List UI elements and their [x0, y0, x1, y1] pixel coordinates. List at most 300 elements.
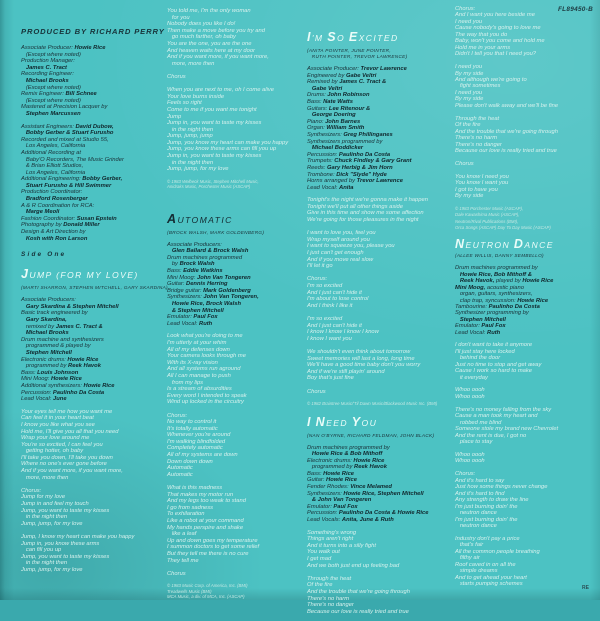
credits-line: Associate Producers: [167, 241, 222, 248]
lyrics-line: When you are next to me, oh I come alive [167, 87, 274, 94]
automatic-credits [167, 242, 307, 328]
credits-line: Bass: Eddie Watkins [167, 268, 223, 275]
credits-line: Synthesizer programming by [455, 310, 529, 317]
lyrics-line: Give in this time and show me some affection [307, 210, 424, 217]
lyrics-line: Every word I intended to speak [167, 392, 247, 399]
neutron-dance-credits [455, 265, 587, 336]
credits-line: Howie Rice & Bob Mithoff [311, 451, 383, 458]
lyrics-line: I'm utterly at your whim [167, 339, 227, 346]
credits-line: Marge Meoli [25, 209, 60, 216]
copyright-line: © 1983 Porchester Music (ASCAP), [455, 205, 524, 211]
im-so-excited-writers [307, 48, 459, 60]
title-line: I'M SO EXCITED [307, 30, 399, 44]
lyrics-line: Hold me in your arms [455, 44, 511, 51]
credits-line: Emulator: Paul Fox [455, 323, 506, 330]
credits-line: Michael Boddicker [311, 145, 364, 152]
credits-line: Additional Recording at [21, 149, 81, 156]
lyrics-line: With its X-ray vision [167, 359, 218, 366]
lyrics-line: Chorus: [455, 471, 476, 478]
lyrics-line: You're so excited, I can feel you [21, 441, 103, 448]
credits-line: Electronic drums: Howie Rice [21, 356, 99, 363]
credits-line: Stephen Mitchell [25, 349, 72, 356]
credits-line: Gabe Veltri [311, 85, 343, 92]
credits-line: Recording Engineer: [21, 71, 74, 78]
lyrics-line: Then make a move before you try and [167, 27, 265, 34]
lyrics-line: And I just can't hide it [307, 322, 362, 329]
lyrics-line: By my side [455, 193, 484, 200]
lyrics-line: I know I know I know I know [307, 329, 379, 336]
lyrics-line: And although we're going to [455, 76, 527, 83]
lyrics-line: Automatic [167, 471, 193, 478]
credits-line: Drum machines programmed [167, 254, 243, 261]
lyrics-line: Come to me if you want me tonight [167, 106, 257, 113]
song-title-jump [21, 269, 163, 281]
lyrics-line: Feels so right [167, 100, 202, 107]
lyrics-line: Jump, jump, for my love [167, 166, 229, 173]
title-line: JUMP (FOR MY LOVE) [21, 267, 139, 282]
lyrics-line: All of my systems are down [167, 452, 238, 459]
sideone-line: Side One [21, 251, 67, 259]
lyrics-line: Chorus: [21, 487, 42, 494]
writers-line: (ANITA POINTER, JUNE POINTER, [307, 48, 391, 53]
lyrics-line: Tonight's the night we're gonna make it happen [307, 197, 428, 204]
credits-line: Horns arranged by Trevor Lawrence [307, 178, 403, 185]
lyrics-line: place to stay [455, 439, 493, 446]
writers-line: (MARTI SHARRON, STEPHEN MITCHELL, GARY SKARDINA) [21, 285, 168, 291]
credits-line: Drum machine and synthesizers [21, 336, 104, 343]
i-need-you-writers [307, 433, 459, 439]
neutron-dance-writers [455, 253, 587, 259]
lyrics-line: And we both just end up feeling bad [307, 562, 400, 569]
lyrics-line: We shouldn't even think about tomorrow [307, 348, 411, 355]
lyrics-line: Cause I work so hard to make [455, 368, 533, 375]
credits-line: Emulator: Paul Fox [167, 314, 218, 321]
credits-line: & Brian Elliott Studios, [21, 163, 84, 170]
lyrics-line: Chorus: [307, 276, 328, 283]
credits-line: Production Manager: [21, 58, 75, 65]
lyrics-line: And if you want more, if you want more, [21, 468, 123, 475]
lyrics-line: But they tell me there is no cure [167, 550, 249, 557]
copyright-line: Dale Kawashima Music (ASCAP), [455, 212, 520, 218]
lyrics-line: All I can manage to push [167, 372, 231, 379]
lyrics-line: Whoo oooh [455, 458, 485, 465]
column-jump-cont-and-automatic [167, 8, 307, 606]
lyrics-line: Just how some things never change [455, 484, 548, 491]
credits-line: Electronic drums: Howie Rice [307, 457, 385, 464]
credits-line: Synthesizers programmed by [307, 138, 383, 145]
lyrics-line: Something's wrong [307, 529, 357, 536]
credits-line: Trumpets: Chuck Findley & Gary Grant [307, 158, 412, 165]
lyrics-line: I got to have you [455, 186, 498, 193]
credits-line: programmed by Reek Havok [307, 464, 387, 471]
i-need-you-lyrics-part2 [455, 6, 587, 200]
lyrics-line: Chorus [455, 160, 474, 167]
lyrics-line: Your camera looks through me [167, 353, 246, 360]
lyrics-line: Jump for my love [21, 494, 66, 501]
credits-line: Percussion: Paulinho Da Costa [21, 389, 105, 396]
lyrics-line: Jump, you want to taste my kisses [21, 507, 110, 514]
lyrics-line: What is this madness [167, 485, 223, 492]
lyrics-line: Through the heat [455, 115, 500, 122]
credits-line: Lead Vocal: June [21, 396, 67, 403]
lyrics-line: Because our love is really tried and true [455, 147, 557, 154]
credits-line: Bobby Gerber & Stuart Furusho [25, 130, 114, 137]
credits-line: Emulator: Paul Fox [307, 503, 358, 510]
lyrics-line: Automatic [167, 465, 193, 472]
jump-writers [21, 285, 168, 291]
lyrics-line: Just no time to stop and get away [455, 361, 542, 368]
lyrics-line: All the common people breathing [455, 548, 540, 555]
lyrics-line [307, 309, 459, 316]
credits-line: Baby'O Recorders, The Music Grinder [21, 156, 124, 163]
credits-line: Tambourine: Paulinho Da Costa [455, 304, 540, 311]
credits-line: Drum machines programmed by [307, 444, 390, 451]
lyrics-line: Completely automatic [167, 445, 223, 452]
song-title-im-so-excited [307, 32, 459, 44]
copyright-line: © 1983 Music Corp. of America, Inc. (BMI) [167, 583, 248, 589]
credits-line: Gary Skardina & Stephen Mitchell [25, 303, 119, 310]
lyrics-line: I'm so excited [307, 283, 343, 289]
lyrics-line: Jump [167, 113, 182, 120]
jump-copyright [167, 179, 307, 190]
side-one-label [21, 251, 163, 259]
lyrics-line: The way that you do [455, 31, 508, 38]
lyrics-line: And heaven waits here at my door [167, 47, 255, 54]
lyrics-line: Boy that's just fine [307, 375, 354, 382]
lyrics-line [307, 382, 459, 389]
credits-line: Howie Rice, Brock Walsh [171, 301, 241, 307]
lyrics-line: Up and down goes my temperature [167, 537, 258, 544]
lyrics-line: And the rent is due, I got no [455, 432, 527, 439]
lyrics-line: getting hotter, oh baby [21, 448, 84, 455]
copyright-line: © 1982 Braintree Music/'Til Dawn Music/Blackwood Music Inc. (BMI) [307, 401, 438, 407]
credits-line: Bass: Nate Watts [307, 98, 353, 105]
lyrics-line: There's no money falling from the sky [455, 406, 552, 413]
lyrics-line [307, 342, 459, 349]
lyrics-line: neutron dance [455, 522, 497, 529]
credits-line: Guitar: Dennis Herring [167, 281, 228, 288]
credits-line: Mastered at Precision Lacquer by [21, 104, 108, 111]
lyrics-line: can fill you up [21, 547, 62, 554]
title-line: NEUTRON DANCE [455, 237, 554, 252]
credits-line: Remixed by James C. Tract & [307, 79, 387, 86]
lyrics-line: I get mad [307, 556, 332, 562]
lyrics-line: Like a robot at your command [167, 518, 244, 524]
lyrics-line: And to get ahead your heart [455, 574, 527, 581]
credits-line: Recorded and mixed at Studio 55, [21, 136, 109, 143]
lyrics-line: Whenever you're around [167, 432, 231, 439]
i-need-you-copyright [455, 206, 587, 232]
credits-line: Stephen Marcussen [25, 110, 81, 117]
lyrics-line: Nobody does you like I do! [167, 21, 236, 28]
studio-credits [21, 124, 163, 243]
credits-line: Photography by Donald Miller [21, 222, 100, 229]
lyrics-line: Because our love is really tried and true [307, 608, 409, 615]
credits-line: George Doering [311, 112, 356, 119]
credits-line: Drum machines programmed by [455, 265, 538, 272]
credits-line: Kosh with Ron Larson [25, 235, 88, 242]
album-production-credits [21, 45, 163, 118]
credits-line: Gary Skardina, [25, 317, 67, 323]
lyrics-line: And it's hard to find [455, 490, 505, 497]
lyrics-line: Jump, jump, for my love [21, 566, 83, 573]
lyrics-line: And the trouble that we're going through [307, 588, 410, 595]
lyrics-line: Wrap myself around you [307, 236, 370, 243]
credits-line: Bradford Rosenberger [25, 196, 88, 203]
lyrics-line: And if you move real slow [307, 256, 374, 263]
lyrics-line: I just can't get enough [307, 250, 364, 257]
lyrics-line: That makes my motor run [167, 491, 234, 498]
automatic-copyright [167, 583, 307, 599]
lyrics-line: I know I want you [307, 335, 352, 342]
lyrics-line: It's totally automatic [167, 425, 218, 432]
credits-line: Percussion: Paulinho Da Costa [307, 151, 391, 158]
credits-line: Synthesizers: John Van Tongeren, [167, 294, 259, 301]
lyrics-line: By my side [455, 96, 484, 103]
credits-line: Los Angeles, California [21, 143, 86, 150]
lyrics-line: You are the one, you are the one [167, 40, 252, 47]
lyrics-line: You told me, I'm the only woman [167, 8, 251, 14]
writers-line: (NAN O'BYRNE, RICHARD FELDMAN, JOHN BLACK) [307, 432, 435, 438]
writers-line: (ALLEE WILLIS, DANNY SEMBELLO) [455, 252, 544, 258]
lyrics-line [307, 270, 459, 277]
credits-line: Production Coordinator: [21, 189, 83, 196]
credits-line: (Except where noted) [21, 97, 81, 104]
lyrics-line: I go from sadness [167, 504, 214, 511]
lyrics-line: There's no danger [307, 602, 354, 609]
automatic-writers [167, 230, 307, 236]
credits-line: James C. Tract [25, 64, 67, 71]
credits-line: Mini Moog: Howie Rice [21, 376, 82, 383]
copyright-line: Anidraks Music, Porchester Music (ASCAP) [167, 184, 251, 190]
i-need-you-credits [307, 445, 459, 524]
credits-line: Design & Art Direction by [21, 229, 86, 236]
copyright-line: MCA Music, a div. of MCA, Inc. (ASCAP) [167, 594, 245, 600]
lyrics-line: I need you [455, 18, 483, 25]
lyrics-line: Tonight we'll put all other things aside [307, 203, 403, 210]
credits-line: Engineered by Gabe Veltri [307, 72, 377, 79]
lyrics-line: Jump, I know my heart can make you happy [21, 534, 135, 540]
credits-line: (Except where noted) [21, 51, 81, 58]
lyrics-line: Jump, jump, for my love [21, 520, 83, 527]
lyrics-line: Cause a man took my heart and [455, 413, 538, 420]
lyrics-line: like a leaf [167, 531, 197, 538]
lyrics-line: I want to squeeze you, please you [307, 243, 395, 250]
lyrics-line: Jump, you know these arms can fill you up [167, 146, 277, 153]
credits-line: Additional synthesizers: Howie Rice [21, 382, 115, 389]
lyrics-line: Chorus [307, 388, 326, 395]
lyrics-line: Jump in and feel my touch [21, 501, 89, 508]
lyrics-line: Your eyes tell me how you want me [21, 408, 113, 415]
credits-line: Mini Moog, acoustic piano [455, 284, 524, 291]
jump-lyrics-part2 [167, 8, 307, 173]
lyrics-line [21, 481, 163, 488]
lyrics-line: I know you like what you see [21, 421, 95, 428]
lyrics-line: Hold me, I'll give you all that you need [21, 428, 119, 435]
lyrics-line: Jump, jump, jump [167, 133, 213, 140]
lyrics-line: neutron dance [455, 510, 497, 517]
lyrics-line: Please don't walk away and we'll be fine [455, 102, 559, 109]
lyrics-line: I'm just burning doin' the [455, 503, 518, 510]
lyrics-line [167, 406, 307, 413]
lyrics-line [21, 527, 163, 534]
lyrics-line: Didn't I tell you that I need you? [455, 51, 537, 58]
lyrics-line: I'll just stay here locked [455, 348, 515, 355]
lyrics-line: Can feel it in your heart beat [21, 415, 94, 422]
lyrics-line: Sweet memories will last a long, long time [307, 355, 415, 362]
lyrics-line: Wind up locked in the circuitry [167, 399, 244, 406]
credits-line: & John Van Tongeren [311, 497, 372, 504]
lyrics-line: To exhilaration [167, 511, 205, 518]
credits-line: Guitars: Lee Ritenour & [307, 105, 371, 112]
credits-line: organ, guitars, synthesizers, [455, 291, 533, 298]
lyrics-line: in the night then [167, 126, 214, 133]
im-so-excited-lyrics [307, 197, 459, 395]
lyrics-line: Look what you're doing to me [167, 333, 243, 340]
lyrics-line: robbed me blind [455, 419, 502, 426]
lyrics-line: Where no one's ever gone before [21, 461, 107, 468]
credits-line: Michael Brooks [25, 77, 69, 84]
lyrics-line: Jump in, you know these arms [21, 540, 100, 547]
lyrics-line: Chorus: [455, 6, 476, 12]
copyright-line: Neutron/Rival Publications (BMI), [455, 218, 519, 224]
lyrics-line: I don't want to take it anymore [455, 342, 533, 349]
lyrics-line: Jump in, you want to taste my kisses [167, 153, 262, 160]
credits-line: Bridge guitar: Mark Goldenberg [167, 287, 251, 294]
header-line: PRODUCED BY RICHARD PERRY [21, 27, 165, 36]
credits-line: Reek Havok, played by Howie Rice [459, 278, 554, 285]
copyright-line: Orca Songs (ASCAP) Day To Day Music (ASCAP) [455, 224, 551, 230]
credits-line: Lead Vocal: Anita [307, 184, 354, 191]
credits-line: Lead Vocal: Ruth [167, 320, 213, 327]
i-need-you-lyrics-part1 [307, 530, 459, 616]
credits-line: Howie Rice, Bob Mithoff & [459, 271, 532, 278]
lyrics-line: And I want you here beside me [455, 12, 535, 19]
catalog-number: FL89450-B [557, 6, 593, 13]
lyrics-line: You know I want you [455, 180, 509, 187]
lyrics-line: I'll take you down, I'll take you down [21, 454, 113, 461]
neutron-dance-lyrics [455, 342, 587, 587]
lyrics-line: that's fair [455, 542, 484, 549]
credits-line: Bass: Howie Rice [307, 470, 355, 477]
credits-line: Fender Rhodes: Vince Melamed [307, 484, 392, 491]
lyrics-line: I'm about to lose control [307, 296, 369, 303]
lyrics-line [307, 569, 459, 576]
lyrics-line: All of my defenses down [167, 346, 230, 353]
credits-line: (Except where noted) [21, 84, 81, 91]
lyrics-line: Chorus [167, 570, 186, 577]
copyright-line: © 1983 Welbeck Music, Stephen Mitchell Music, [167, 178, 259, 184]
lyrics-line: And it turns into a silly fight [307, 542, 376, 549]
credits-line: Percussion: Paulinho Da Costa & Howie Rice [307, 510, 429, 517]
lyrics-line: I'm so excited [307, 315, 343, 322]
song-title-neutron-dance [455, 237, 587, 252]
produced-by-header [21, 27, 163, 36]
lyrics-line: more, more then [21, 474, 69, 481]
credits-line: Associate Producers: [21, 297, 76, 304]
jump-credits [21, 297, 163, 403]
lyrics-line: Industry don't pay a price [455, 535, 520, 542]
lyrics-line: And if you want more, if you want more, [167, 54, 269, 61]
credits-line: Additional Engineering: Bobby Gerber, [21, 176, 123, 183]
credits-line: Assistant Engineers: David Dubow, [21, 123, 114, 130]
lyrics-line: And if we're still playin' around [307, 368, 385, 375]
credits-line: Basic track engineered by [21, 310, 88, 317]
lyrics-line [167, 478, 307, 485]
credits-line: remixed by James C. Tract & [21, 323, 103, 330]
lyrics-line: There's no harm [307, 595, 350, 602]
credits-line: by Brock Walsh [167, 261, 215, 268]
lyrics-line: Any strength to draw the line [455, 497, 529, 504]
credits-line: Mini Moog: John Van Tongeren [167, 274, 251, 281]
credits-line: Stephen Mitchell [459, 316, 506, 323]
lyrics-line: Of the fire [307, 582, 333, 589]
lyrics-line: Jump in, you want to taste my kisses [167, 120, 262, 127]
im-so-excited-copyright [307, 401, 459, 406]
lyrics-line: filthy air [455, 555, 480, 562]
lyrics-line: in the night then [21, 560, 68, 567]
credits-line: Associate Producer: Howie Rice [21, 45, 106, 51]
credits-line: Lead Vocal: Ruth [455, 329, 501, 336]
lyrics-line: And my legs too weak to stand [167, 498, 246, 505]
lyrics-line: fight sometimes [455, 83, 501, 90]
lyrics-line: behind the door [455, 355, 501, 362]
column-i-need-you-cont-and-neutron-dance [455, 6, 587, 594]
lyrics-line [307, 224, 459, 231]
lyrics-line: in the night then [21, 514, 68, 521]
credits-line: Piano: John Barnes [307, 118, 361, 125]
lyrics-line [167, 67, 307, 74]
lyrics-line: I'll let it go [307, 263, 333, 270]
credits-line: Los Angeles, California [21, 169, 86, 176]
lyrics-line: And I think I like it [307, 302, 353, 309]
credits-line: Reeds: Gary Herbig & Jim Horn [307, 164, 393, 171]
credits-line: Associate Producer: Trevor Lawrence [307, 66, 407, 72]
lyrics-line: Things aren't right [307, 536, 354, 543]
lyrics-line: starts pumping schemes [455, 581, 523, 588]
jump-lyrics-part1 [21, 409, 163, 574]
column-production-and-jump [21, 27, 168, 580]
lyrics-line: And it's hard to say [455, 477, 505, 484]
lyrics-line: And all systems run aground [167, 366, 241, 373]
lyrics-line: Baby, won't you come and hold me [455, 38, 545, 45]
lyrics-line: go much farther, oh baby [167, 34, 236, 41]
title-line: I NEED YOU [307, 414, 378, 429]
credits-line: programmed & played by [21, 343, 91, 350]
lyrics-line: Whoo oooh [455, 387, 485, 394]
lyrics-line: Your love burns inside [167, 93, 225, 100]
credits-line: Glen Ballard & Brock Walsh [171, 248, 249, 255]
credits-line: Stuart Furusho & Hill Swimmer [25, 182, 112, 189]
lyrics-line: I'm walking blindfolded [167, 438, 226, 445]
lyrics-line: By my side [455, 70, 484, 77]
lyrics-line: Through the heat [307, 575, 352, 582]
lyrics-line: Jump, you know my heart can make you happy [167, 139, 289, 146]
column-im-so-excited-and-i-need-you [307, 22, 459, 621]
lyrics-line: Down down down [167, 458, 213, 465]
lyrics-line: Whoo oooh [455, 452, 485, 458]
lyrics-line: in the night then [167, 159, 214, 166]
credits-line: Guitar: Howie Rice [307, 477, 357, 484]
credits-line: Synthesizers: Greg Phillinganes [307, 131, 393, 138]
credits-line: Trombone: Dick "Slyde" Hyde [307, 171, 387, 178]
lyrics-line: Is a stream of absurdities [167, 386, 232, 393]
lyrics-line: more, more then [167, 60, 215, 67]
credits-line: Remix Engineer: Bill Schnee [21, 91, 97, 98]
lyrics-line: I want to love you, feel you [307, 230, 376, 237]
song-title-automatic [167, 211, 307, 226]
credits-line: & Stephen Mitchell [171, 307, 224, 314]
